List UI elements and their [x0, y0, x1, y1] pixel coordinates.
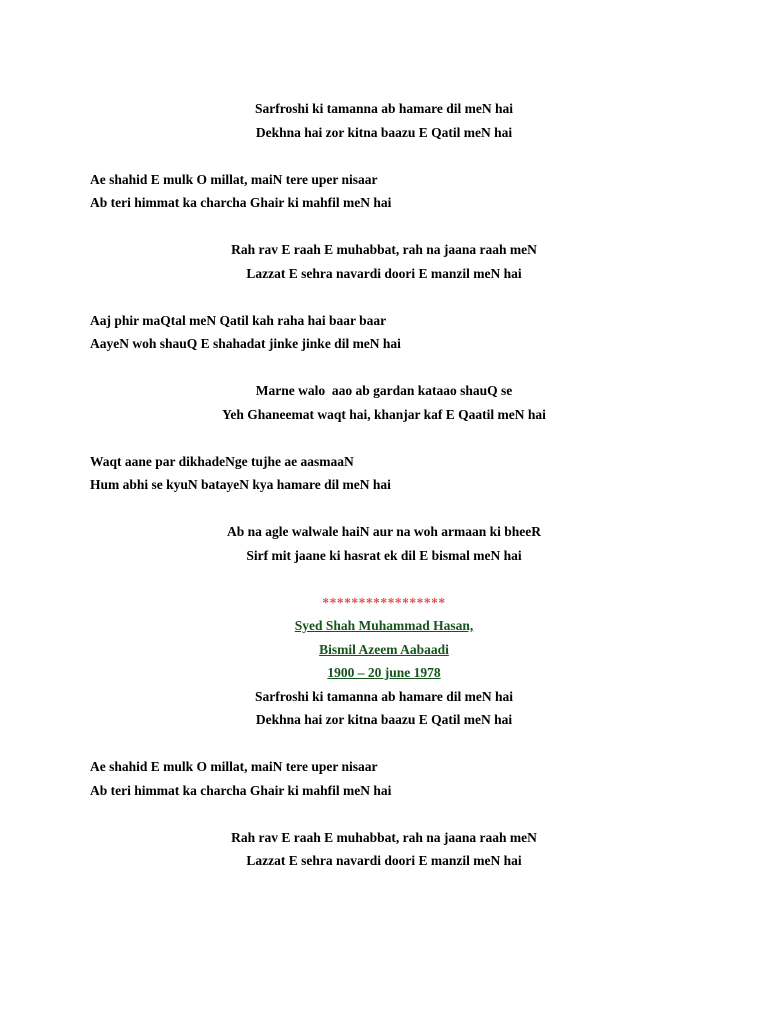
poem-line: Ab teri himmat ka charcha Ghair ki mahfil meN hai — [90, 782, 392, 798]
poem-couplet — [90, 168, 678, 215]
poem-line: Sirf mit jaane ki hasrat ek dil E bismal meN hai — [246, 547, 522, 563]
poem-line: Sarfroshi ki tamanna ab hamare dil meN hai — [255, 688, 513, 704]
poem-couplet — [90, 97, 678, 144]
poem-couplet — [90, 755, 678, 802]
poem-line: AayeN woh shauQ E shahadat jinke jinke dil meN hai — [90, 336, 401, 351]
poem-line: Lazzat E sehra navardi doori E manzil meN hai — [246, 853, 522, 868]
poem-line: Rah rav E raah E muhabbat, rah na jaana raah meN — [231, 829, 537, 845]
poem-couplet — [90, 685, 678, 732]
poem-couplet — [90, 520, 678, 567]
author-signature-block — [90, 614, 678, 685]
poem-couplet — [90, 238, 678, 285]
poem-line: Dekhna hai zor kitna baazu E Qatil meN hai — [255, 124, 513, 140]
poem-couplet — [90, 826, 678, 873]
poem-line: Hum abhi se kyuN batayeN kya hamare dil meN hai — [90, 477, 391, 492]
signature-line: 1900 – 20 june 1978 — [327, 665, 441, 680]
poem-line: Rah rav E raah E muhabbat, rah na jaana raah meN — [231, 242, 537, 257]
signature-line: Bismil Azeem Aabaadi — [319, 641, 449, 657]
poem-line: Ab na agle walwale haiN aur na woh armaan ki bheeR — [226, 524, 542, 539]
signature-line: Syed Shah Muhammad Hasan, — [294, 618, 474, 633]
separator-asterisks: ***************** — [322, 594, 446, 610]
poem-line: Aaj phir maQtal meN Qatil kah raha hai baar baar — [90, 312, 387, 328]
poem-couplet — [90, 450, 678, 497]
poem-line: Waqt aane par dikhadeNge tujhe ae aasmaaN — [90, 453, 354, 469]
poem-couplet — [90, 379, 678, 426]
poem-line: Sarfroshi ki tamanna ab hamare dil meN hai — [255, 101, 513, 116]
poem-line: Ab teri himmat ka charcha Ghair ki mahfil meN hai — [90, 195, 392, 210]
poem-couplet — [90, 309, 678, 356]
poem-line: Ae shahid E mulk O millat, maiN tere uper nisaar — [90, 759, 378, 774]
poem-line: Ae shahid E mulk O millat, maiN tere uper nisaar — [90, 171, 378, 187]
poem-line: Yeh Ghaneemat waqt hai, khanjar kaf E Qaatil meN hai — [222, 406, 546, 422]
poem-line: Marne walo aao ab gardan kataao shauQ se — [255, 383, 513, 398]
poem-line: Lazzat E sehra navardi doori E manzil meN hai — [246, 265, 522, 281]
poem-line: Dekhna hai zor kitna baazu E Qatil meN hai — [255, 712, 513, 727]
asterisk-separator — [90, 591, 678, 615]
